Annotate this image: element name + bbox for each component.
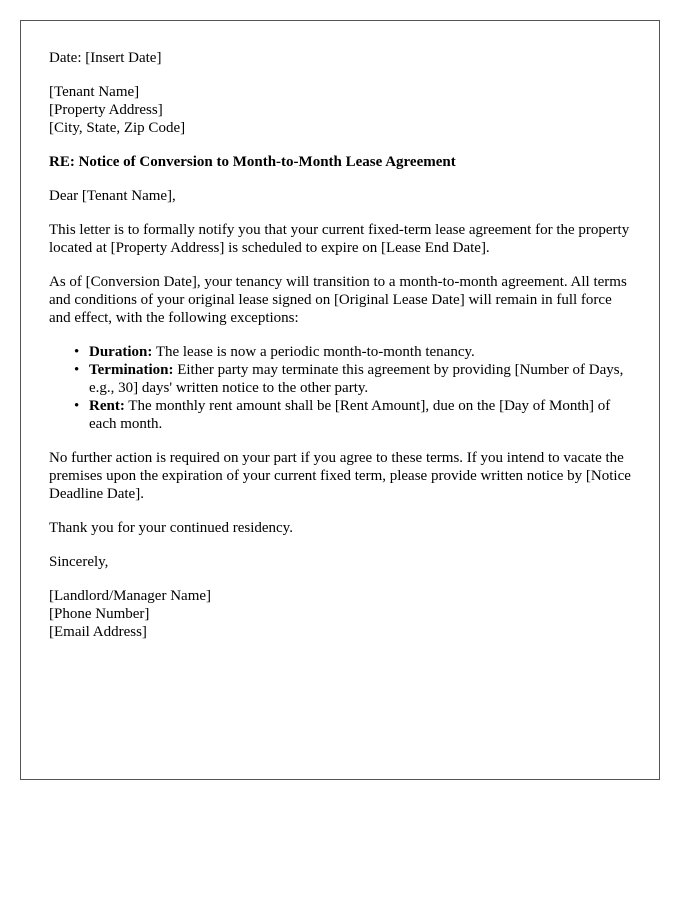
term-label: Duration: (89, 344, 153, 360)
paragraph-expiration-notice: This letter is to formally notify you that your current fixed-term lease agreement for the property located at [Property Address] is scheduled to expire on [Lease End Date]. (49, 222, 630, 256)
signature-name: [Landlord/Manager Name] (49, 588, 212, 604)
term-text: Either party may terminate this agreement by providing [Number of Days, e.g., 30] days' written notice to the other party. (89, 362, 624, 396)
bullet-icon: • (74, 362, 80, 378)
letter-page (20, 20, 660, 780)
term-text: The monthly rent amount shall be [Rent Amount], due on the [Day of Month] of each month. (89, 398, 611, 432)
date-line: Date: [Insert Date] (49, 50, 162, 66)
recipient-name: [Tenant Name] (49, 84, 140, 100)
exceptions-list (49, 343, 635, 433)
recipient-address: [Property Address] (49, 102, 163, 118)
list-item-termination (74, 361, 635, 397)
signature-phone: [Phone Number] (49, 606, 150, 622)
salutation: Dear [Tenant Name], (49, 188, 176, 204)
letter-content (49, 49, 635, 657)
term-label: Rent: (89, 398, 125, 414)
bullet-icon: • (74, 398, 80, 414)
signature-block (49, 587, 635, 641)
bullet-icon: • (74, 344, 80, 360)
closing: Sincerely, (49, 554, 109, 570)
paragraph-further-action: No further action is required on your part if you agree to these terms. If you intend to vacate the premises upon the expiration of your current fixed term, please provide written notice by [Notice Deadline Date]. (49, 450, 631, 502)
list-item-duration (74, 343, 635, 361)
recipient-block (49, 83, 635, 137)
recipient-city-state-zip: [City, State, Zip Code] (49, 120, 186, 136)
list-item-rent (74, 397, 635, 433)
signature-email: [Email Address] (49, 624, 147, 640)
term-text: The lease is now a periodic month-to-month tenancy. (152, 344, 475, 360)
paragraph-thank-you: Thank you for your continued residency. (49, 520, 293, 536)
subject-line: RE: Notice of Conversion to Month-to-Month Lease Agreement (49, 154, 456, 170)
paragraph-conversion-terms: As of [Conversion Date], your tenancy will transition to a month-to-month agreement. All terms and conditions of your original lease signed on [Original Lease Date] will remain in full force and effect, with the following exceptions: (49, 274, 627, 326)
term-label: Termination: (89, 362, 174, 378)
